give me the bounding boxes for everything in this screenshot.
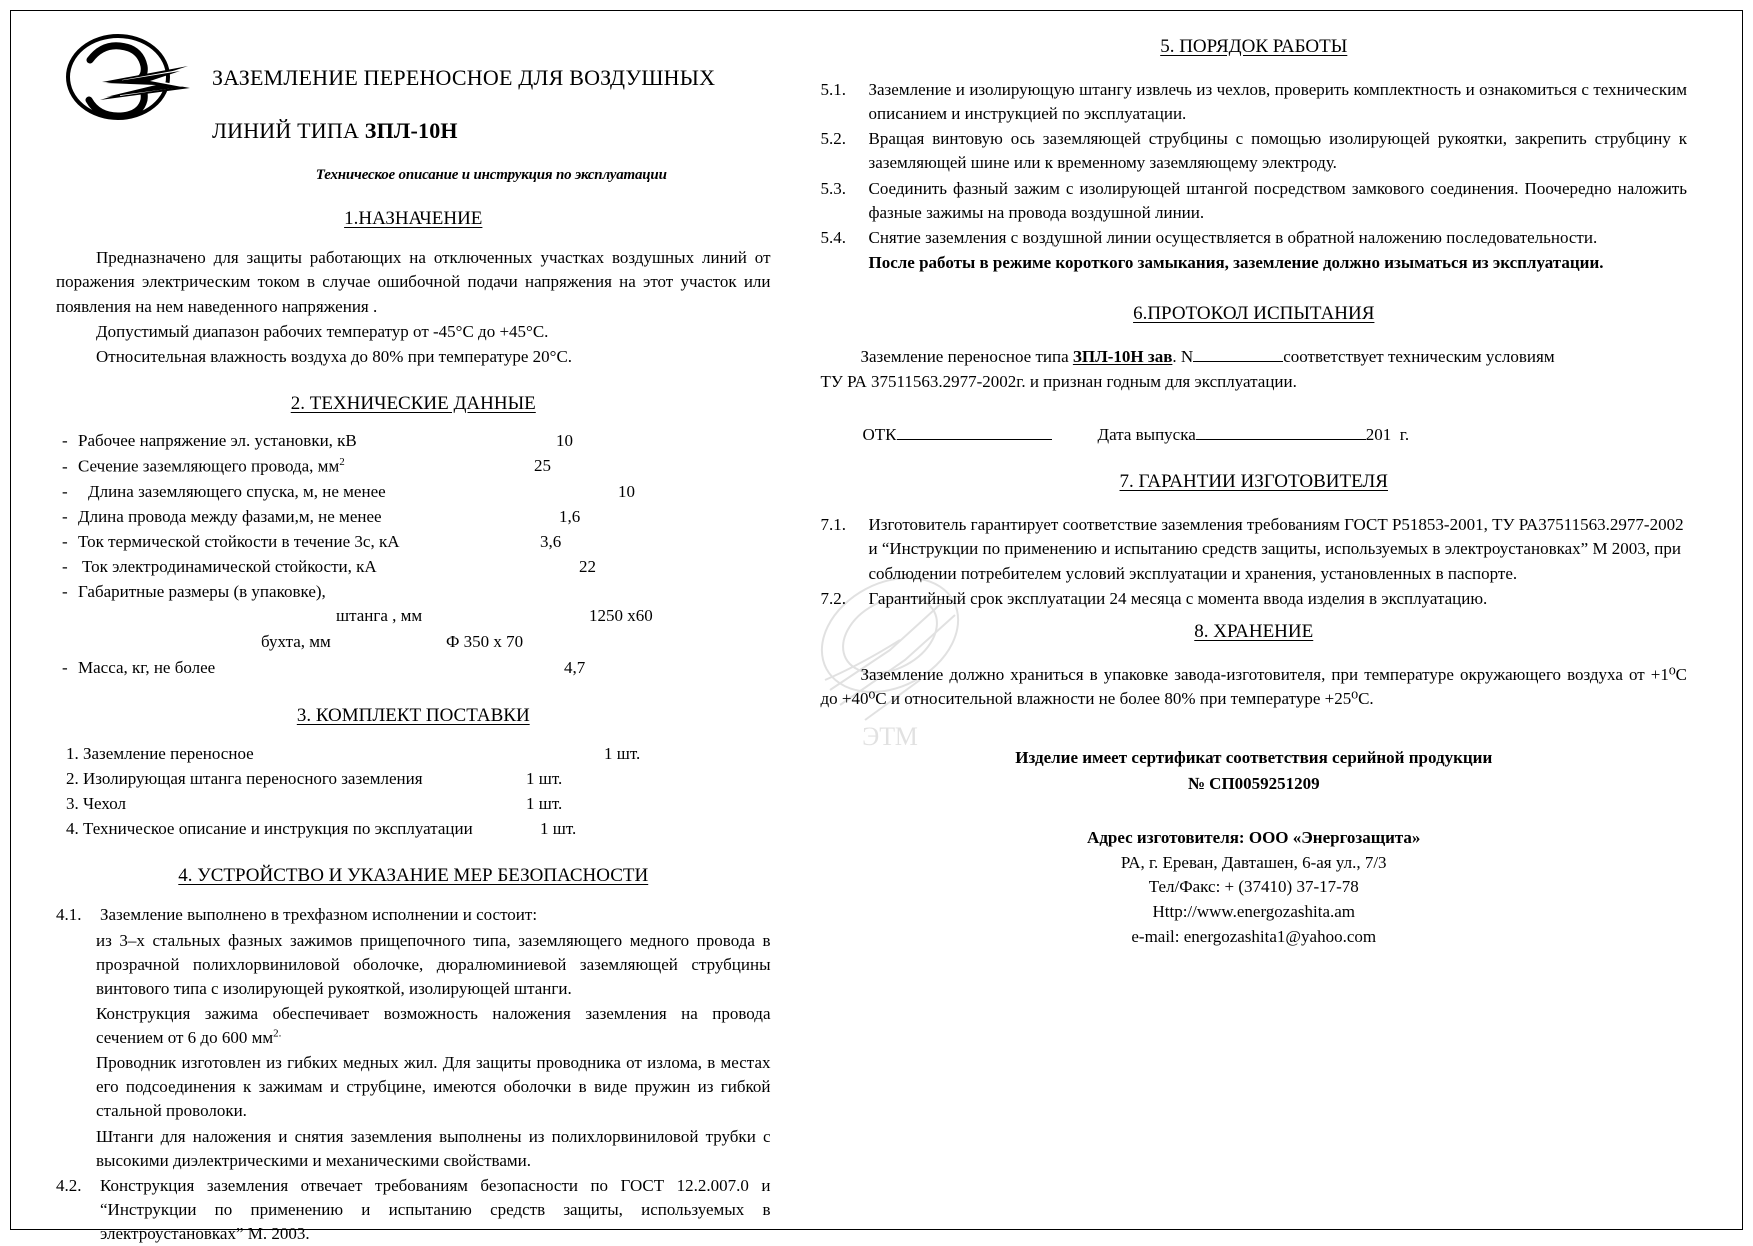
document-model: ЗПЛ-10Н [364,118,458,144]
right-column [793,18,1728,1230]
tech-row [56,580,771,605]
tech-label: Сечение заземляющего провода, $мм^2$ [78,455,345,476]
section-6-line1: Заземление переносное типа ЗПЛ-10Н зав. N соответствует техническим условиям [860,347,1555,366]
section-8-paragraph: Заземление должно храниться в упаковке завода-изготовителя, при температуре окружающего воздуха от +1⁰С до +40⁰С и относительной влажности не более 80% при температуре +25⁰С. [820,664,1687,708]
tech-value: 4,7 [564,658,586,678]
item-text: Соединить фазный зажим с изолирующей штангой посредством замкового соединения. Поочередно наложить фазные зажимы на провода воздушной линии. [868,178,1687,222]
document-title-line2-prefix: ЛИНИЙ ТИПА [212,118,365,144]
bullet-dash: - [62,556,68,576]
item-number: 7.1. [820,515,846,535]
tech-row [56,530,771,555]
technical-data-list [56,429,771,682]
warning-spacer [821,251,869,275]
paragraph: Штанги для наложения и снятия заземления выполнены из полихлорвиниловой трубки с высокими диэлектрическими и механическими свойствами. [96,1126,771,1170]
manufacturer-name: Адрес изготовителя: ООО «Энергозащита» [1087,828,1421,847]
section-6-model: ЗПЛ-10Н зав [1072,347,1173,366]
tech-row [56,429,771,454]
otk-blank[interactable] [897,424,1052,440]
tech-row [56,555,771,580]
section-8-heading: 8. ХРАНЕНИЕ [1194,620,1314,642]
tech-label: Ток термической стойкости в течение 3с, кА [78,531,400,551]
bullet-dash: - [62,481,68,501]
item-number: 5.3. [820,178,846,198]
serial-number-blank[interactable] [1193,346,1283,362]
section-3-heading: 3. КОМПЛЕКТ ПОСТАВКИ [296,705,530,727]
tech-value: 25 [534,455,551,475]
tech-label: Длина провода между фазами,м, не менее [78,506,382,526]
kit-item-name: 3. Чехол [66,794,126,814]
tech-sub-value: Ф 350 х 70 [446,632,524,652]
section-1-heading: 1.НАЗНАЧЕНИЕ [344,208,483,230]
section-5-item [821,127,1688,175]
certificate-block [821,745,1688,796]
section-4-item-41-body [96,929,771,1173]
kit-item-qty: 1 шт. [540,819,577,839]
section-7-heading: 7. ГАРАНТИИ ИЗГОТОВИТЕЛЯ [1119,471,1388,493]
document-title [212,38,771,145]
section-1-temp-range: Допустимый диапазон рабочих температур от -45°С до +45°С. [96,321,549,341]
section-5-heading: 5. ПОРЯДОК РАБОТЫ [1160,36,1348,57]
bullet-dash: - [62,456,68,476]
paragraph: Конструкция зажима обеспечивает возможность наложения заземления на провода сечением от 6 до 600 $мм^{2.}$ [96,1003,771,1048]
item-text: Снятие заземления с воздушной линии осуществляется в обратной наложению последовательности. [868,227,1598,247]
section-5-item [821,226,1688,250]
tech-sub-row [56,604,771,630]
date-blank[interactable] [1196,424,1366,440]
manufacturer-website: Http://www.energozashita.am [1152,901,1356,921]
section-7-item [821,513,1688,585]
bullet-dash: - [62,506,68,526]
section-5-warning [821,251,1688,275]
tech-label: Габаритные размеры (в упаковке), [78,581,326,601]
section-4-heading: 4. УСТРОЙСТВО И УКАЗАНИЕ МЕР БЕЗОПАСНОСТИ [178,865,649,887]
paragraph: из 3–х стальных фазных зажимов прищепочного типа, заземляющего медного провода в прозрачной полихлорвиниловой оболочке, дюралюминиевой заземляющей струбцины винтового типа с изолирующей рукояткой, изолирующей штанги. [96,930,771,998]
date-label: Дата выпуска [1097,425,1196,445]
bullet-dash: - [62,531,68,551]
manufacturer-email: e-mail: energozashita1@yahoo.com [1131,926,1377,946]
item-number: 5.4. [820,227,846,247]
section-1-paragraph: Предназначено для защиты работающих на отключенных участках воздушных линий от поражения электрическим током в случае ошибочной подачи напряжения на этот участок или появления на нем наведенного напряжения . [56,248,771,316]
kit-row [56,816,771,841]
bullet-dash: - [62,430,68,450]
manufacturer-address: РА, г. Ереван, Давташен, 6-ая ул., 7/3 [1120,852,1387,872]
item-number: 4.1. [56,905,82,925]
item-text: Заземление и изолирующую штангу извлечь из чехлов, проверить комплектность и ознакомиться с техническим описанием и инструкцией по эксплуатации. [868,80,1687,124]
otk-label: ОТК [862,425,897,445]
tech-value: 3,6 [540,531,562,551]
item-number: 7.2. [820,588,846,608]
section-1-humidity: Относительная влажность воздуха до 80% при температуре 20°С. [96,346,573,366]
kit-item-qty: 1 шт. [604,744,641,764]
superscript-2: 2 [339,455,345,468]
document-subtitle: Техническое описание и инструкция по эксплуатации [315,167,667,184]
left-column [26,18,793,1244]
paragraph: Проводник изготовлен из гибких медных жил. Для защиты проводника от излома, в местах его подсоединения к зажимам и струбцине, имеются оболочки в виде пружин из гибкой стальной проволоки. [96,1053,771,1121]
kit-row [56,741,771,766]
tech-sub-value: 1250 х60 [589,606,653,626]
otk-row [821,424,1688,445]
company-logo-icon [60,30,196,140]
year-value: 201 [1365,425,1392,445]
document-header [56,26,771,184]
tech-sub-label: штанга , мм [336,606,423,626]
item-lead-text: Заземление выполнено в трехфазном исполнении и состоит: [100,905,538,925]
section-5-item [821,78,1688,126]
tech-row [56,505,771,530]
year-suffix: г. [1399,425,1410,445]
kit-item-name: 1. Заземление переносное [66,744,254,764]
tech-sub-label: бухта, мм [261,632,331,652]
item-text: Вращая винтовую ось заземляющей струбцины с помощью изолирующей рукоятки, закрепить струбцину к заземляющей шине или к временному заземляющему электроду. [868,129,1687,173]
section-6-heading: 6.ПРОТОКОЛ ИСПЫТАНИЯ [1133,303,1375,324]
kit-item-name: 2. Изолирующая штанга переносного заземления [66,769,423,789]
item-text: Изготовитель гарантирует соответствие заземления требованиям ГОСТ Р51853-2001, ТУ РА37511563.2977-2002 и “Инструкции по применению и испытанию средств защиты, используемых в электроустановках” М 2003, при соблюдении потребителем условий эксплуатации и хранения, установленных в паспорте. [868,515,1684,583]
tech-label: Длина заземляющего спуска, м, не менее [88,481,386,501]
kit-item-qty: 1 шт. [526,794,563,814]
item-number: 5.1. [820,80,846,99]
section-5-item [821,177,1688,225]
tech-value: 10 [556,430,573,450]
item-number: 4.2. [56,1175,82,1195]
section-4-item-42 [56,1174,771,1246]
tech-row [56,454,771,480]
kit-row [56,766,771,791]
tech-value: 22 [579,556,596,576]
kit-item-qty: 1 шт. [526,769,563,789]
item-text: Гарантийный срок эксплуатации 24 месяца с момента ввода изделия в эксплуатацию. [868,588,1488,608]
tech-value: 1,6 [559,506,581,526]
watermark-text: ЭТМ [862,722,918,751]
tech-row [56,656,771,681]
tech-sub-row [56,630,771,656]
tech-row [56,480,771,505]
kit-item-name: 4. Техническое описание и инструкция по эксплуатации [66,819,473,839]
tech-label: Рабочее напряжение эл. установки, кВ [78,430,357,450]
superscript-2: 2. [273,1027,282,1040]
kit-row [56,791,771,816]
bullet-dash: - [62,581,68,601]
item-number: 5.2. [820,129,846,149]
tech-label: Масса, кг, не более [78,658,216,678]
warning-text: После работы в режиме короткого замыкания, заземление должно изыматься из эксплуатации. [868,252,1604,272]
section-4-item-41 [56,903,771,927]
tech-label: Ток электродинамической стойкости, кА [82,556,377,576]
manufacturer-phone: Тел/Факс: + (37410) 37-17-78 [1148,877,1359,897]
item-text: Конструкция заземления отвечает требованиям безопасности по ГОСТ 12.2.007.0 и “Инструкции по применению и испытанию средств защиты, используемых в электроустановках” М. 2003. [100,1175,771,1244]
section-6-line2: ТУ РА 37511563.2977-2002г. и признан годным для эксплуатации. [820,372,1297,392]
certificate-number: № СП0059251209 [1187,773,1320,793]
section-7-item [821,587,1688,611]
bullet-dash: - [62,658,68,678]
document-title-line1: ЗАЗЕМЛЕНИЕ ПЕРЕНОСНОЕ ДЛЯ ВОЗДУШНЫХ [212,64,716,90]
certificate-line1: Изделие имеет сертификат соответствия серийной продукции [1015,748,1493,767]
section-2-heading: 2. ТЕХНИЧЕСКИЕ ДАННЫЕ [290,392,536,414]
title-block [196,26,771,184]
tech-value: 10 [618,481,635,501]
kit-list [56,741,771,841]
manufacturer-block [821,826,1688,949]
